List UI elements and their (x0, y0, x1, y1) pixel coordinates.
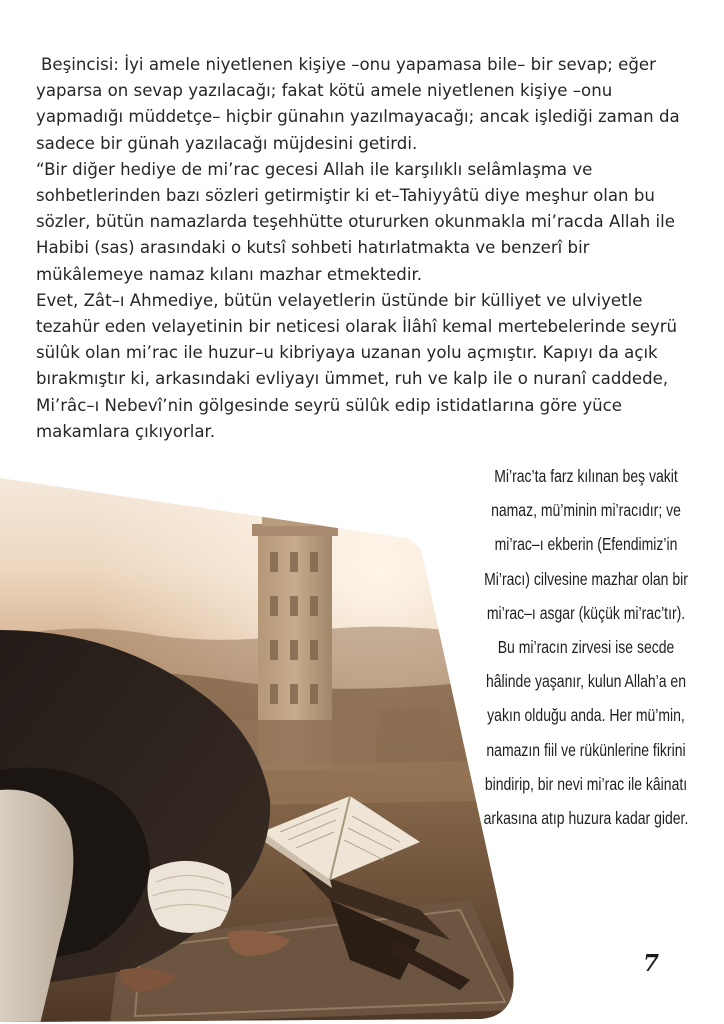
prayer-photo (0, 470, 524, 1024)
paragraph-1: Beşincisi: İyi amele niyetlenen kişiye –onu yapamasa bile– bir sevap; eğer yaparsa on sevap yazılacağı; fakat kötü amele niyetlenen kişiye –onu yapmadığı müddetçe– hiçbir günahın yazılmayacağı; ancak işlediği zaman da sadece bir günah yazılacağı müjdesini getirdi. (36, 55, 680, 153)
paragraph-3: Evet, Zât–ı Ahmediye, bütün velayetlerin üstünde bir külliyet ve ulviyetle tezahür eden velayetinin bir neticesi olarak İlâhî kemal mertebelerinde seyrü sülûk olan mi’rac ile huzur–u kibriyaya uzanan yolu açmıştır. Kapıyı da açık bırakmıştır ki, arkasındaki evliyayı ümmet, ruh ve kalp ile o nuranî caddede, Mi’râc–ı Nebevî’nin gölgesinde seyrü sülûk edip istidatlarına göre yüce makamlara çıkıyorlar. (36, 290, 678, 441)
body-text (36, 52, 696, 445)
page-number: 7 (642, 950, 659, 977)
pull-quote: Mi’rac’ta farz kılınan beş vakit namaz, mü’minin mi’racıdır; ve mi’rac–ı ekberin (Efendimiz’in Mi’racı) cilvesine mazhar olan bir mi’rac–ı asgar (küçük mi’rac’tır). Bu mi’racın zirvesi ise secde hâlinde yaşanır, kulun Allah’a en yakın olduğu anda. Her mü’min, namazın fiil ve rükünlerine fikrini bindirip, bir nevi mi’rac ile kâinatı arkasına atıp huzura kadar gider. (483, 466, 689, 829)
paragraph-2: “Bir diğer hediye de mi’rac gecesi Allah ile karşılıklı selâmlaşma ve sohbetlerinden bazı sözleri getirmiştir ki et–Tahiyyâtü diye meşhur olan bu sözler, bütün namazlarda teşehhütte otururken okunmakla mi’racda Allah ile Habibi (sas) arasındaki o kutsî sohbeti hatırlatmakta ve benzerî bir mükâlemeye namaz kılanı mazhar etmektedir. (36, 159, 675, 284)
